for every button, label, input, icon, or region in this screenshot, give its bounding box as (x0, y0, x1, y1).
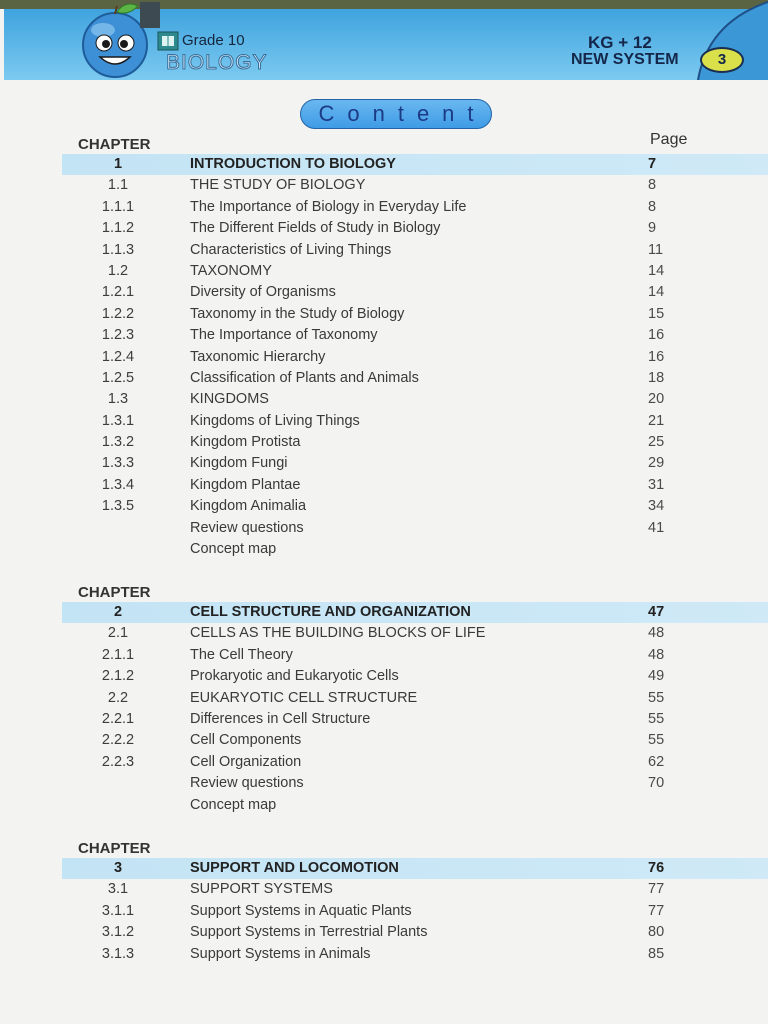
entry-number: 1.3.1 (101, 412, 135, 429)
toc-row (0, 539, 768, 560)
entry-number: 2.1 (107, 625, 129, 642)
system-label: NEW SYSTEM (571, 51, 679, 68)
entry-number: 2.1.1 (101, 646, 135, 663)
entry-title: Kingdom Fungi (190, 455, 288, 472)
toc-row (0, 218, 768, 239)
header-top-strip (0, 0, 768, 9)
toc-row (0, 730, 768, 751)
chapter-heading-row (0, 602, 768, 623)
entry-title: The Cell Theory (190, 646, 293, 663)
entry-page: 14 (648, 284, 665, 301)
toc-row (0, 518, 768, 539)
entry-title: Support Systems in Aquatic Plants (190, 902, 412, 919)
entry-title: Concept map (190, 541, 277, 558)
entry-number: 2.2.3 (101, 753, 135, 770)
entry-page: 55 (648, 689, 665, 706)
entry-title: Kingdom Protista (190, 434, 301, 451)
entry-number: 3.1 (107, 881, 129, 898)
entry-number: 1.1.3 (101, 241, 135, 258)
entry-number: 1.2.2 (101, 305, 135, 322)
toc-row (0, 261, 768, 282)
entry-number: 1.2.3 (101, 327, 135, 344)
book-badge-icon (158, 32, 178, 50)
chapter-label: CHAPTER (78, 584, 151, 601)
page-number-badge: 3 (700, 47, 744, 73)
entry-title: Kingdom Plantae (190, 476, 301, 493)
chapter-number: 1 (113, 156, 123, 172)
entry-page: 49 (648, 668, 665, 685)
toc-row (0, 688, 768, 709)
entry-title: Taxonomy in the Study of Biology (190, 305, 405, 322)
chapter-title: INTRODUCTION TO BIOLOGY (190, 156, 396, 172)
grade-label: Grade 10 (182, 32, 245, 49)
entry-number: 1.2.1 (101, 284, 135, 301)
entry-page: 55 (648, 710, 665, 727)
toc-row (0, 623, 768, 644)
chapter-rows (0, 858, 768, 965)
content-title-pill (300, 99, 492, 129)
entry-title: KINGDOMS (190, 391, 269, 408)
toc-row (0, 752, 768, 773)
entry-page: 14 (648, 262, 665, 279)
entry-number: 1.2.5 (101, 369, 135, 386)
toc-row (0, 709, 768, 730)
toc-row (0, 175, 768, 196)
entry-page: 80 (648, 924, 665, 941)
entry-number: 1.3.2 (101, 434, 135, 451)
entry-page: 11 (648, 241, 664, 258)
toc-row (0, 901, 768, 922)
entry-number: 1.1.2 (101, 220, 135, 237)
emblem-icon (140, 2, 160, 28)
entry-number: 3.1.3 (101, 945, 135, 962)
chapter-heading-row (0, 154, 768, 175)
toc-row (0, 325, 768, 346)
entry-page: 48 (648, 625, 665, 642)
entry-page: 62 (648, 753, 665, 770)
toc-row (0, 879, 768, 900)
entry-title: Kingdoms of Living Things (190, 412, 360, 429)
highlight-band (62, 154, 768, 175)
entry-title: Review questions (190, 775, 304, 792)
toc-row (0, 944, 768, 965)
entry-page: 34 (648, 498, 665, 515)
toc-row (0, 922, 768, 943)
entry-title: Taxonomic Hierarchy (190, 348, 326, 365)
entry-title: Concept map (190, 796, 277, 813)
entry-title: THE STUDY OF BIOLOGY (190, 177, 366, 194)
chapter-label: CHAPTER (78, 840, 151, 857)
entry-page: 21 (648, 412, 665, 429)
entry-page: 70 (648, 775, 665, 792)
entry-page: 85 (648, 945, 665, 962)
entry-title: Review questions (190, 519, 304, 536)
entry-page: 20 (648, 391, 665, 408)
entry-number: 1.3.4 (101, 476, 135, 493)
chapter-label: CHAPTER (78, 136, 151, 153)
entry-page: 77 (648, 902, 665, 919)
entry-title: Classification of Plants and Animals (190, 369, 419, 386)
entry-number: 1.1 (107, 177, 129, 194)
entry-number: 1.3 (107, 391, 129, 408)
toc-row (0, 453, 768, 474)
entry-number: 1.1.1 (101, 198, 135, 215)
toc-row (0, 240, 768, 261)
entry-number: 1.3.3 (101, 455, 135, 472)
entry-page: 8 (648, 177, 657, 194)
toc-row (0, 197, 768, 218)
toc-row (0, 347, 768, 368)
toc-row (0, 368, 768, 389)
chapter-heading-row (0, 858, 768, 879)
entry-page: 16 (648, 348, 665, 365)
entry-title: Characteristics of Living Things (190, 241, 392, 258)
entry-number: 2.2 (107, 689, 129, 706)
chapter-page: 47 (648, 604, 665, 620)
entry-page: 77 (648, 881, 665, 898)
program-label: KG + 12 (588, 33, 652, 52)
entry-number: 3.1.2 (101, 924, 135, 941)
chapter-title: CELL STRUCTURE AND ORGANIZATION (190, 604, 471, 620)
toc-row (0, 432, 768, 453)
toc-row (0, 773, 768, 794)
toc-row (0, 645, 768, 666)
entry-title: Diversity of Organisms (190, 284, 336, 301)
toc-row (0, 304, 768, 325)
page-column-label: Page (650, 131, 688, 148)
entry-title: CELLS AS THE BUILDING BLOCKS OF LIFE (190, 625, 486, 642)
entry-title: Prokaryotic and Eukaryotic Cells (190, 668, 399, 685)
toc-row (0, 411, 768, 432)
chapter-page: 76 (648, 860, 665, 876)
entry-number: 1.3.5 (101, 498, 135, 515)
toc-row (0, 666, 768, 687)
entry-page: 25 (648, 434, 665, 451)
chapter-title: SUPPORT AND LOCOMOTION (190, 860, 399, 876)
entry-number: 3.1.1 (101, 902, 135, 919)
toc-row (0, 475, 768, 496)
content-title: Content (318, 101, 487, 126)
entry-number: 1.2.4 (101, 348, 135, 365)
chapter-rows (0, 602, 768, 816)
chapter-number: 2 (113, 604, 123, 620)
page-header (0, 0, 768, 82)
entry-number: 2.2.1 (101, 710, 135, 727)
entry-title: Cell Organization (190, 753, 302, 770)
entry-title: The Importance of Biology in Everyday Life (190, 198, 467, 215)
entry-title: SUPPORT SYSTEMS (190, 881, 333, 898)
entry-page: 55 (648, 732, 665, 749)
toc-row (0, 282, 768, 303)
entry-page: 41 (648, 519, 665, 536)
chapter-rows (0, 154, 768, 560)
entry-title: Support Systems in Terrestrial Plants (190, 924, 428, 941)
entry-title: The Importance of Taxonomy (190, 327, 378, 344)
entry-title: The Different Fields of Study in Biology (190, 220, 441, 237)
entry-page: 9 (648, 220, 657, 237)
entry-page: 15 (648, 305, 665, 322)
entry-number: 1.2 (107, 262, 129, 279)
entry-page: 31 (648, 476, 665, 493)
entry-title: Differences in Cell Structure (190, 710, 371, 727)
entry-page: 8 (648, 198, 657, 215)
entry-title: Cell Components (190, 732, 302, 749)
subject-title: BIOLOGY (166, 51, 268, 74)
entry-title: Kingdom Animalia (190, 498, 307, 515)
chapter-page: 7 (648, 156, 657, 172)
entry-number: 2.1.2 (101, 668, 135, 685)
toc-row (0, 389, 768, 410)
entry-page: 16 (648, 327, 665, 344)
entry-number: 2.2.2 (101, 732, 135, 749)
entry-page: 29 (648, 455, 665, 472)
entry-title: EUKARYOTIC CELL STRUCTURE (190, 689, 418, 706)
entry-title: TAXONOMY (190, 262, 272, 279)
entry-page: 18 (648, 369, 665, 386)
toc-row (0, 496, 768, 517)
toc-row (0, 795, 768, 816)
header-artwork (0, 0, 768, 82)
entry-page: 48 (648, 646, 665, 663)
entry-title: Support Systems in Animals (190, 945, 371, 962)
chapter-number: 3 (113, 860, 123, 876)
